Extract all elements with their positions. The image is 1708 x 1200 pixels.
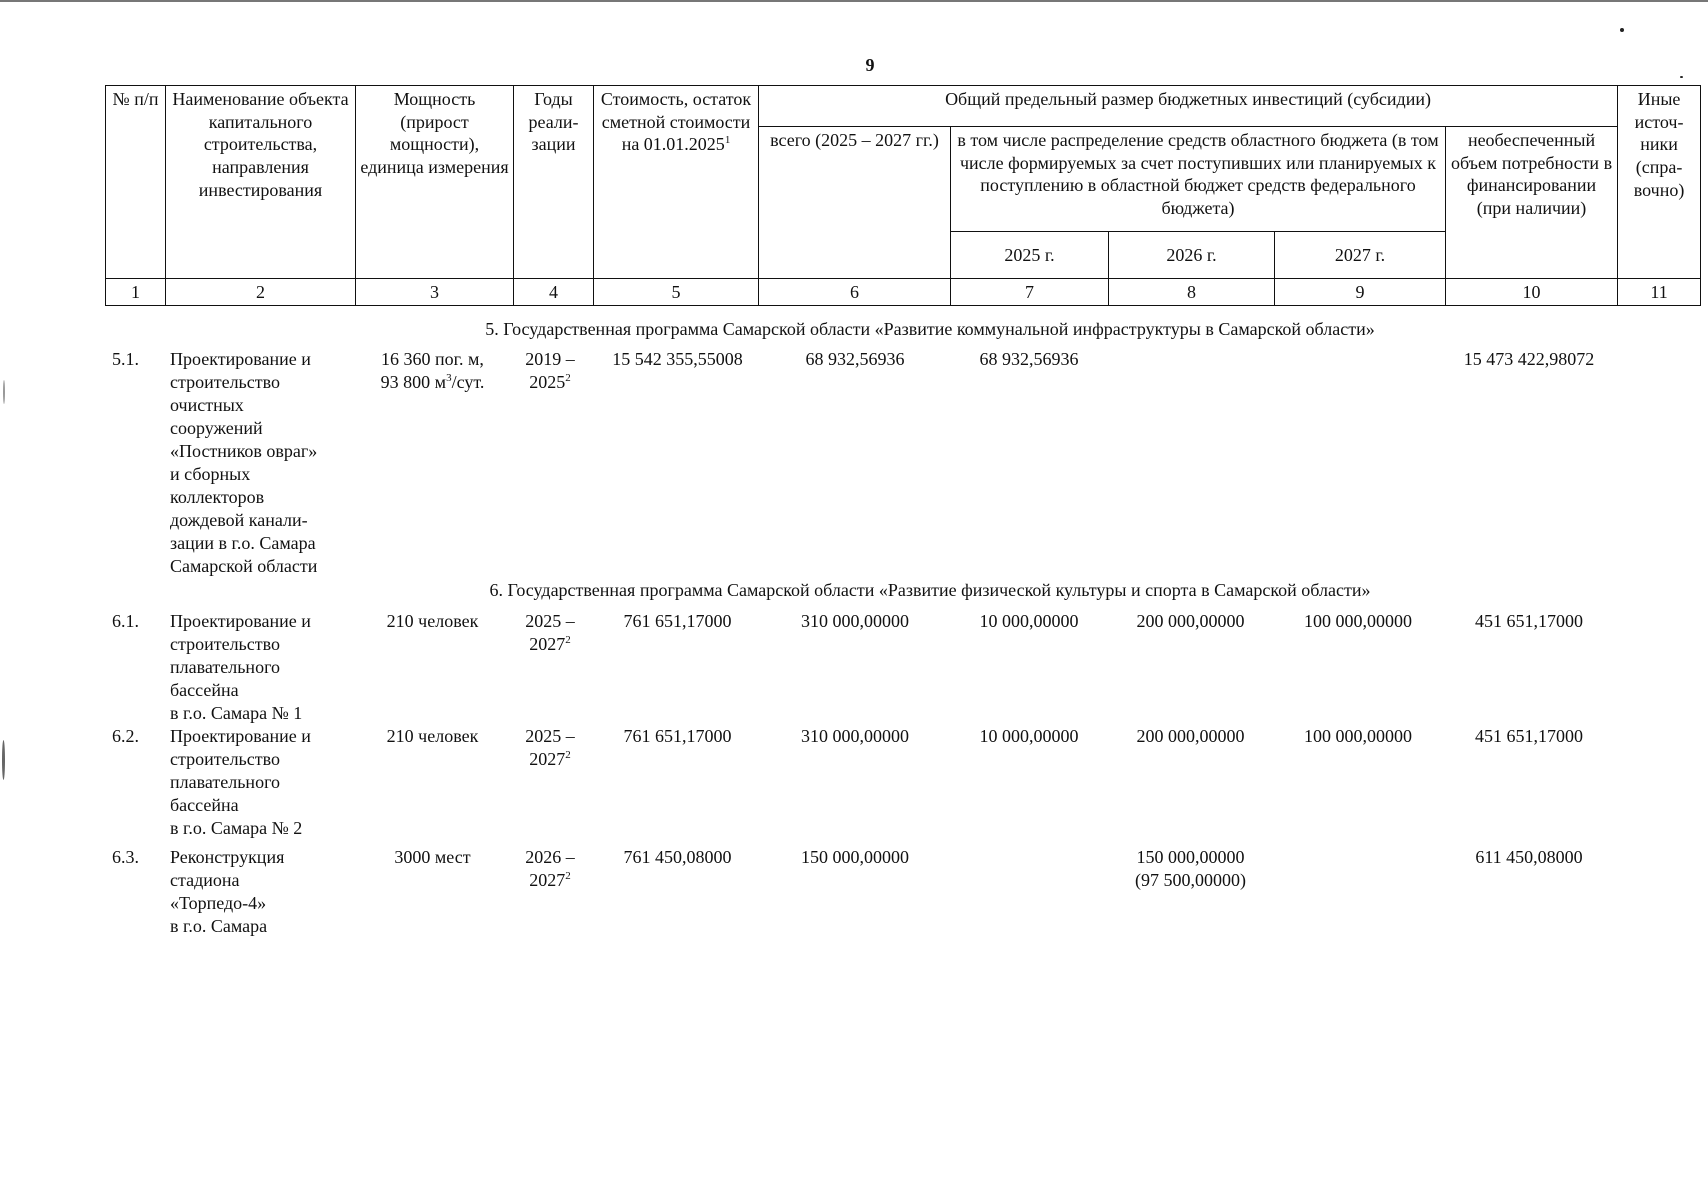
total-investment: 310 000,00000 [801, 611, 909, 631]
object-name-line: в г.о. Самара [170, 916, 268, 937]
object-name-line: Проектирование и [170, 349, 311, 369]
estimated-cost: 15 542 355,55008 [612, 349, 743, 369]
object-name-line: очистных [170, 395, 244, 416]
column-number: 2 [166, 279, 356, 306]
footnote-marker: 2 [565, 634, 571, 647]
years-start: 2019 – [525, 349, 575, 369]
object-name [170, 610, 350, 725]
scan-speck [3, 380, 5, 404]
object-name-line: бассейна [170, 680, 239, 701]
column-number: 4 [514, 279, 594, 306]
header-cost-text: Стоимость, остаток сметной стоимости на 01.01.2025 [600, 89, 752, 155]
unfunded-amount: 451 651,17000 [1475, 611, 1583, 631]
total-investment: 150 000,00000 [801, 847, 909, 867]
page-top-border [0, 0, 1708, 2]
object-name-line: строительство [170, 634, 280, 655]
header-year-2025: 2025 г. [951, 232, 1109, 279]
estimated-cost: 761 651,17000 [623, 726, 732, 746]
capacity-unit: /сут. [451, 372, 485, 393]
years-end [510, 633, 590, 656]
object-name-line: стадиона [170, 870, 240, 891]
object-name-line: Проектирование и [170, 726, 311, 746]
estimated-cost: 761 450,08000 [623, 847, 732, 867]
footnote-marker: 2 [565, 372, 571, 385]
years-start: 2025 – [525, 611, 575, 631]
capacity-line [355, 371, 510, 394]
capacity-line: 16 360 пог. м, [381, 349, 484, 369]
unit-superscript: 3 [446, 372, 452, 385]
section-title: 6. Государственная программа Самарской области «Развитие физической культуры и спорта в Самарской области» [489, 580, 1371, 600]
object-name-line: зации в г.о. Самара [170, 533, 316, 554]
investment-2026-value: 150 000,00000 [1136, 847, 1245, 867]
column-number: 1 [106, 279, 166, 306]
object-name-line: Проектирование и [170, 611, 311, 631]
object-name-line: бассейна [170, 795, 239, 816]
column-number: 11 [1618, 279, 1701, 306]
column-number: 10 [1446, 279, 1618, 306]
object-name-line: «Торпедо-4» [170, 893, 267, 914]
object-name-line: Реконструкция [170, 847, 285, 867]
object-name-line: строительство [170, 749, 280, 770]
investment-2026: 200 000,00000 [1136, 726, 1245, 746]
column-number: 5 [594, 279, 759, 306]
object-name [170, 348, 350, 578]
unfunded-amount: 15 473 422,98072 [1463, 349, 1595, 369]
implementation-years [510, 846, 590, 892]
header-cost [594, 86, 759, 279]
column-number: 6 [759, 279, 951, 306]
investment-2025: 10 000,00000 [979, 726, 1079, 746]
object-name [170, 846, 350, 938]
object-name-line: Самарской области [170, 556, 318, 577]
investment-table-header [105, 85, 1701, 306]
column-number: 8 [1109, 279, 1275, 306]
years-end-value: 2027 [529, 749, 566, 770]
header-distribution: в том числе распределение средств областного бюджета (в том числе формируемых за счет поступивших или планируемых к поступлению в областной бюджет средств федерального бюджета) [951, 127, 1446, 232]
capacity: 3000 мест [394, 847, 471, 867]
header-total: всего (2025 – 2027 гг.) [759, 127, 951, 279]
header-number: № п/п [106, 86, 166, 279]
scan-speck [1680, 76, 1683, 78]
investment-2025: 68 932,56936 [979, 349, 1079, 369]
investment-2026-federal: (97 500,00000) [1135, 870, 1246, 891]
footnote-marker: 1 [724, 134, 731, 147]
header-year-2027: 2027 г. [1275, 232, 1446, 279]
header-object-name: Наименование объекта капитального строительства, направления инвестирования [166, 86, 356, 279]
total-investment: 68 932,56936 [805, 349, 905, 369]
header-unfunded: необеспеченный объем потребности в финансировании (при наличии) [1446, 127, 1618, 279]
object-name-line: коллекторов [170, 487, 265, 508]
header-year-2026: 2026 г. [1109, 232, 1275, 279]
years-start: 2025 – [525, 726, 575, 746]
row-number: 5.1. [112, 349, 139, 369]
capacity-value: 93 800 м [380, 372, 447, 393]
estimated-cost: 761 651,17000 [623, 611, 732, 631]
object-name-line: «Постников овраг» [170, 441, 318, 462]
years-end-value: 2027 [529, 870, 566, 891]
page-number: 9 [865, 55, 875, 75]
capacity: 210 человек [386, 611, 479, 631]
implementation-years [510, 610, 590, 656]
header-budget-investments: Общий предельный размер бюджетных инвестиций (субсидии) [759, 86, 1618, 127]
row-number: 6.3. [112, 847, 139, 867]
column-number: 7 [951, 279, 1109, 306]
years-end [510, 869, 590, 892]
years-start: 2026 – [525, 847, 575, 867]
section-title: 5. Государственная программа Самарской области «Развитие коммунальной инфраструктуры в Самарской области» [485, 319, 1375, 339]
years-end [510, 748, 590, 771]
unfunded-amount: 611 450,08000 [1475, 847, 1583, 867]
implementation-years [510, 725, 590, 771]
implementation-years [510, 348, 590, 394]
column-number: 9 [1275, 279, 1446, 306]
unfunded-amount: 451 651,17000 [1475, 726, 1583, 746]
investment-2025: 10 000,00000 [979, 611, 1079, 631]
investment-2026: 200 000,00000 [1136, 611, 1245, 631]
object-name-line: дождевой канали- [170, 510, 308, 531]
header-other-sources: Иные источ-ники (спра-вочно) [1618, 86, 1701, 279]
footnote-marker: 2 [565, 749, 571, 762]
object-name-line: в г.о. Самара № 1 [170, 703, 303, 724]
object-name-line: плавательного [170, 657, 281, 678]
capacity: 210 человек [386, 726, 479, 746]
years-end [510, 371, 590, 394]
object-name-line: плавательного [170, 772, 281, 793]
footnote-marker: 2 [565, 870, 571, 883]
row-number: 6.2. [112, 726, 139, 746]
object-name [170, 725, 350, 840]
years-end-value: 2027 [529, 634, 566, 655]
object-name-line: строительство [170, 372, 280, 393]
scan-speck [2, 740, 5, 780]
object-name-line: в г.о. Самара № 2 [170, 818, 303, 839]
investment-2026 [1108, 846, 1273, 892]
investment-2027: 100 000,00000 [1304, 611, 1412, 631]
header-years: Годы реали-зации [514, 86, 594, 279]
row-number: 6.1. [112, 611, 139, 631]
object-name-line: сооружений [170, 418, 263, 439]
investment-2027: 100 000,00000 [1304, 726, 1412, 746]
years-end-value: 2025 [529, 372, 566, 393]
object-name-line: и сборных [170, 464, 251, 485]
capacity [355, 348, 510, 394]
total-investment: 310 000,00000 [801, 726, 909, 746]
scan-speck [1620, 28, 1624, 32]
column-number: 3 [356, 279, 514, 306]
header-capacity: Мощность (прирост мощности), единица измерения [356, 86, 514, 279]
